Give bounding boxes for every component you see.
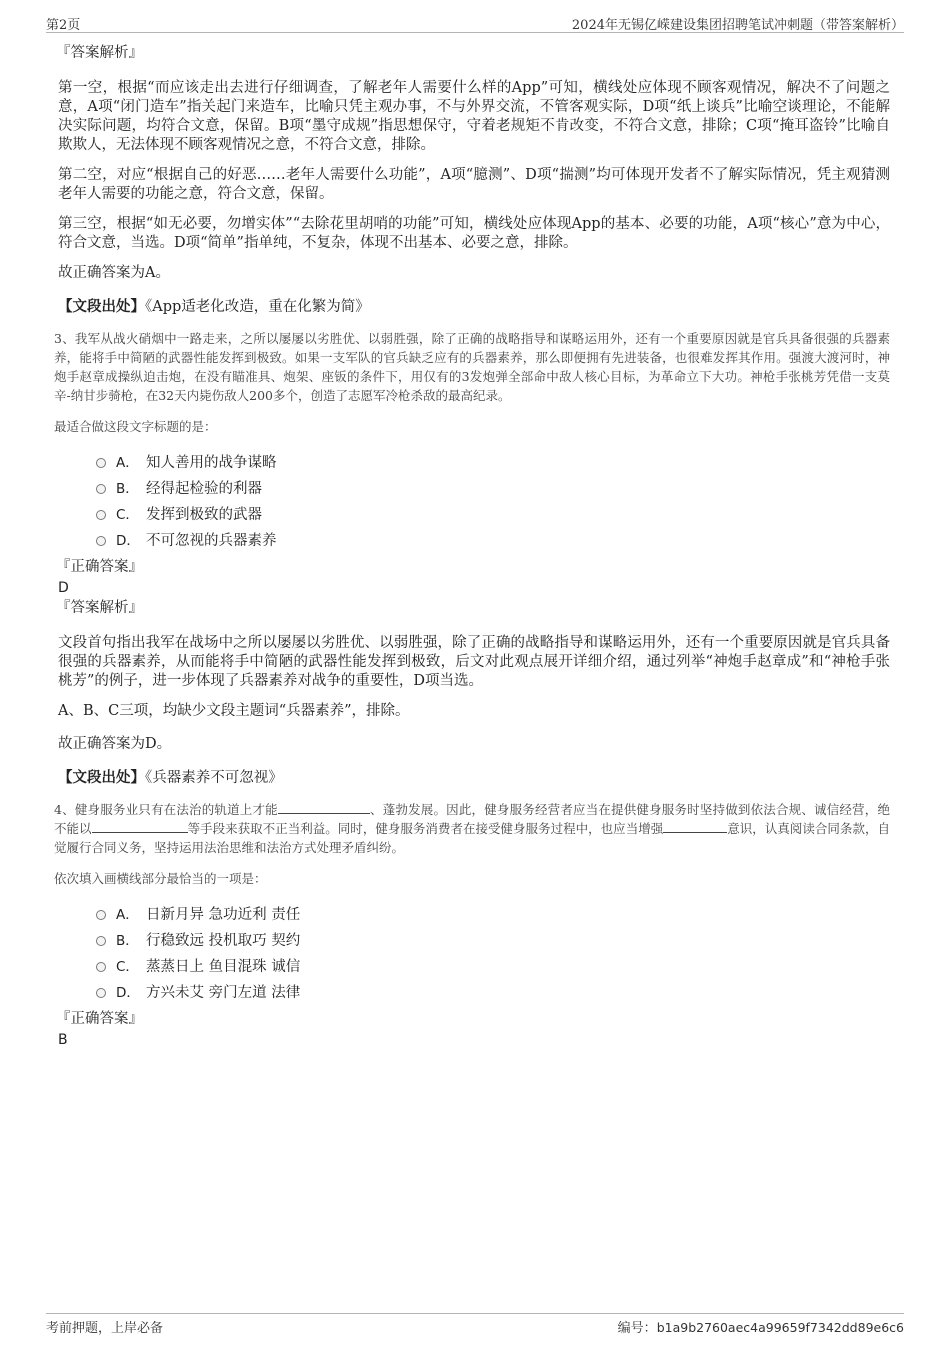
- option-letter: A．: [116, 907, 139, 923]
- page-number: 第2页: [46, 18, 81, 33]
- question-3-stem: 3、我军从战火硝烟中一路走来，之所以屡屡以劣胜优、以弱胜强，除了正确的战略指导和谋略运用外，还有一个重要原因就是官兵具备很强的兵器素养，能将手中简陋的武器性能发挥到极致。如果一支军队的官兵缺乏应有的兵器素养，那么即便拥有先进装备，也很难发挥其作用。强渡大渡河时，神炮手赵章成操纵迫击炮，在没有瞄准具、炮架、座钣的条件下，用仅有的3发炮弹全部命中敌人核心目标，为革命立下大功。神枪手张桃芳凭借一支莫辛-纳甘步骑枪，在32天内毙伤敌人200多个，创造了志愿军冷枪杀敌的最高纪录。: [54, 331, 890, 403]
- option-text: 经得起检验的利器: [146, 480, 262, 497]
- radio-icon[interactable]: [96, 910, 106, 920]
- analysis-tag: 『答案解析』: [56, 45, 143, 61]
- radio-icon[interactable]: [96, 936, 106, 946]
- page-header: [46, 12, 904, 33]
- stem-text: 、蓬勃发展。因此，健身服务经营者应当在提供健身服务时坚持做到依法合规、诚信经营，绝不能以: [54, 802, 890, 836]
- option-letter: D．: [116, 533, 140, 549]
- stem-text: 意识，认真阅读合同条款，自觉履行合同义务，坚持运用法治思维和法治方式处理矛盾纠纷。: [54, 821, 890, 855]
- option-c[interactable]: [96, 500, 890, 526]
- option-text: 知人善用的战争谋略: [146, 454, 277, 471]
- source-label: 【文段出处】: [58, 769, 145, 786]
- option-d[interactable]: [96, 526, 890, 552]
- correct-answer: B: [58, 1032, 68, 1048]
- radio-icon[interactable]: [96, 510, 106, 520]
- option-letter: B．: [116, 933, 139, 949]
- option-d[interactable]: [96, 978, 890, 1004]
- option-text: 发挥到极致的武器: [146, 506, 262, 523]
- option-letter: D．: [116, 985, 140, 1001]
- option-text: 方兴未艾 旁门左道 法律: [146, 984, 301, 1001]
- answer-tag: 『正确答案』: [56, 559, 143, 575]
- analysis-paragraph: 第三空，根据“如无必要，勿增实体”“去除花里胡哨的功能”可知，横线处应体现App的基本、必要的功能，A项“核心”意为中心，符合文意，当选。D项“简单”指单纯，不复杂，体现不出基本、必要之意，排除。: [58, 216, 890, 251]
- stem-text: 4、健身服务业只有在法治的轨道上才能: [54, 802, 278, 817]
- option-a[interactable]: [96, 448, 890, 474]
- analysis-tag: 『答案解析』: [56, 600, 143, 616]
- page-footer: [46, 1313, 904, 1338]
- option-a[interactable]: [96, 900, 890, 926]
- option-b[interactable]: [96, 926, 890, 952]
- stem-text: 等手段来获取不正当利益。同时，健身服务消费者在接受健身服务过程中，也应当增强: [187, 821, 664, 836]
- option-c[interactable]: [96, 952, 890, 978]
- correct-answer: D: [58, 580, 69, 596]
- question-3-prompt: 最适合做这段文字标题的是：: [54, 419, 217, 434]
- radio-icon[interactable]: [96, 988, 106, 998]
- code-value: b1a9b2760aec4a99659f7342dd89e6c6: [656, 1320, 904, 1335]
- question-3-options: [96, 448, 890, 552]
- analysis-paragraph: 第二空，对应“根据自己的好恶……老年人需要什么功能”，A项“臆测”、D项“揣测”均可体现开发者不了解实际情况，凭主观猜测老年人需要的功能之意，符合文意，保留。: [58, 167, 890, 202]
- blank-line: [92, 820, 188, 833]
- option-text: 行稳致远 投机取巧 契约: [146, 932, 301, 949]
- source-label: 【文段出处】: [58, 298, 145, 315]
- analysis-conclusion: 故正确答案为A。: [58, 265, 170, 281]
- answer-tag: 『正确答案』: [56, 1011, 143, 1027]
- radio-icon[interactable]: [96, 484, 106, 494]
- analysis-paragraph: A、B、C三项，均缺少文段主题词“兵器素养”，排除。: [58, 703, 410, 719]
- option-text: 日新月异 急功近利 责任: [146, 906, 301, 923]
- source-title: 《兵器素养不可忽视》: [145, 770, 283, 786]
- question-4-prompt: 依次填入画横线部分最恰当的一项是：: [54, 871, 267, 886]
- source-title: 《App适老化改造，重在化繁为简》: [145, 299, 370, 315]
- analysis-conclusion: 故正确答案为D。: [58, 736, 172, 752]
- radio-icon[interactable]: [96, 962, 106, 972]
- blank-line: [663, 820, 727, 833]
- option-letter: A．: [116, 455, 139, 471]
- document-title: 2024年无锡亿嵘建设集团招聘笔试冲刺题（带答案解析）: [571, 18, 904, 33]
- code-label: 编号：: [617, 1321, 657, 1336]
- option-letter: B．: [116, 481, 139, 497]
- question-4-stem: [54, 800, 890, 857]
- document-code: [618, 1317, 904, 1336]
- footer-slogan: 考前押题，上岸必备: [46, 1321, 164, 1336]
- option-text: 不可忽视的兵器素养: [146, 532, 277, 549]
- option-b[interactable]: [96, 474, 890, 500]
- analysis-paragraph: 文段首句指出我军在战场中之所以屡屡以劣胜优、以弱胜强，除了正确的战略指导和谋略运用外，还有一个重要原因就是官兵具备很强的兵器素养，从而能将手中简陋的武器性能发挥到极致，后文对此观点展开详细介绍，通过列举“神炮手赵章成”和“神枪手张桃芳”的例子，进一步体现了兵器素养对战争的重要性，D项当选。: [58, 635, 890, 689]
- option-text: 蒸蒸日上 鱼目混珠 诚信: [146, 958, 301, 975]
- question-4-options: [96, 900, 890, 1004]
- source-line: [58, 768, 890, 788]
- source-line: [58, 297, 890, 317]
- blank-line: [278, 801, 370, 814]
- radio-icon[interactable]: [96, 458, 106, 468]
- analysis-paragraph: 第一空，根据“而应该走出去进行仔细调查，了解老年人需要什么样的App”可知，横线处应体现不顾客观情况，解决不了问题之意，A项“闭门造车”指关起门来造车，比喻只凭主观办事，不与外界交流，不管客观实际，D项“纸上谈兵”比喻空谈理论，不能解决实际问题，均符合文意，保留。B项“墨守成规”指思想保守，守着老规矩不肯改变，不符合文意，排除；C项“掩耳盗铃”比喻自欺欺人，无法体现不顾客观情况之意，不符合文意，排除。: [58, 80, 890, 153]
- radio-icon[interactable]: [96, 536, 106, 546]
- page-content: [56, 44, 890, 1051]
- option-letter: C．: [116, 959, 139, 975]
- option-letter: C．: [116, 507, 139, 523]
